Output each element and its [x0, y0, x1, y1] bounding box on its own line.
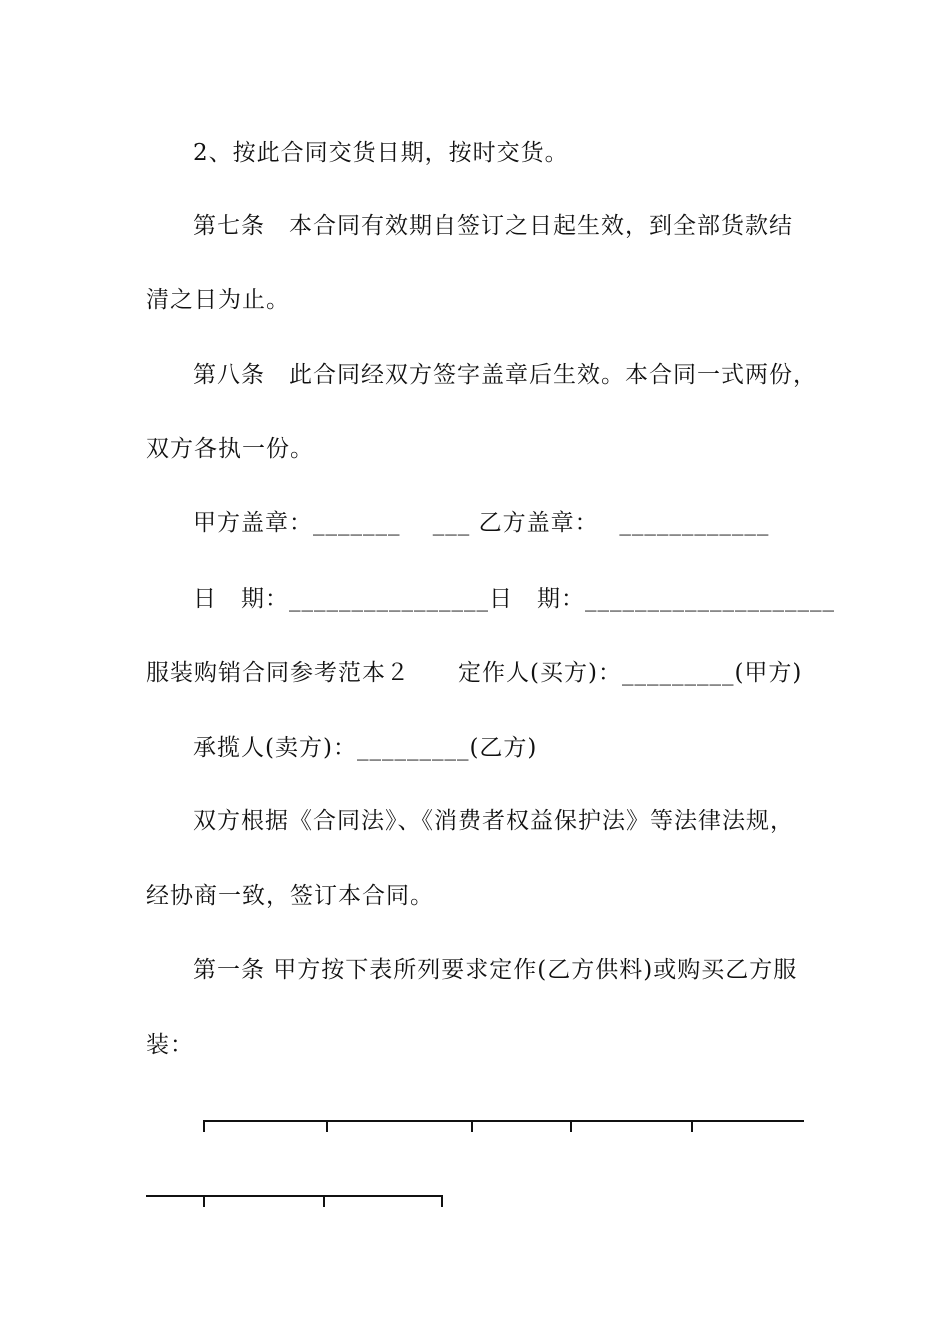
seal-line: 甲方盖章：_______ ___ 乙方盖章： ____________	[193, 510, 770, 536]
article-1-line-2: 装：	[146, 1032, 194, 1058]
article-7-line-2: 清之日为止。	[146, 287, 290, 313]
article-7-line-1: 第七条 本合同有效期自签订之日起生效，到全部货款结	[193, 213, 793, 239]
article-8-line-2: 双方各执一份。	[146, 436, 314, 462]
date-line: 日 期：________________日 期：____________________	[193, 586, 835, 612]
legal-basis-line-2: 经协商一致，签订本合同。	[146, 883, 434, 909]
legal-basis-line-1: 双方根据《合同法》、《消费者权益保护法》等法律法规，	[193, 808, 794, 834]
contractor-line: 承揽人(卖方)：_________(乙方)	[193, 735, 538, 761]
article-8-line-1: 第八条 此合同经双方签字盖章后生效。本合同一式两份，	[193, 362, 817, 388]
template-2-header: 服装购销合同参考范本２ 定作人(买方)：_________(甲方)	[146, 660, 803, 686]
article-1-line-1: 第一条 甲方按下表所列要求定作(乙方供料)或购买乙方服	[193, 957, 798, 983]
delivery-clause: 2、按此合同交货日期，按时交货。	[193, 140, 569, 166]
